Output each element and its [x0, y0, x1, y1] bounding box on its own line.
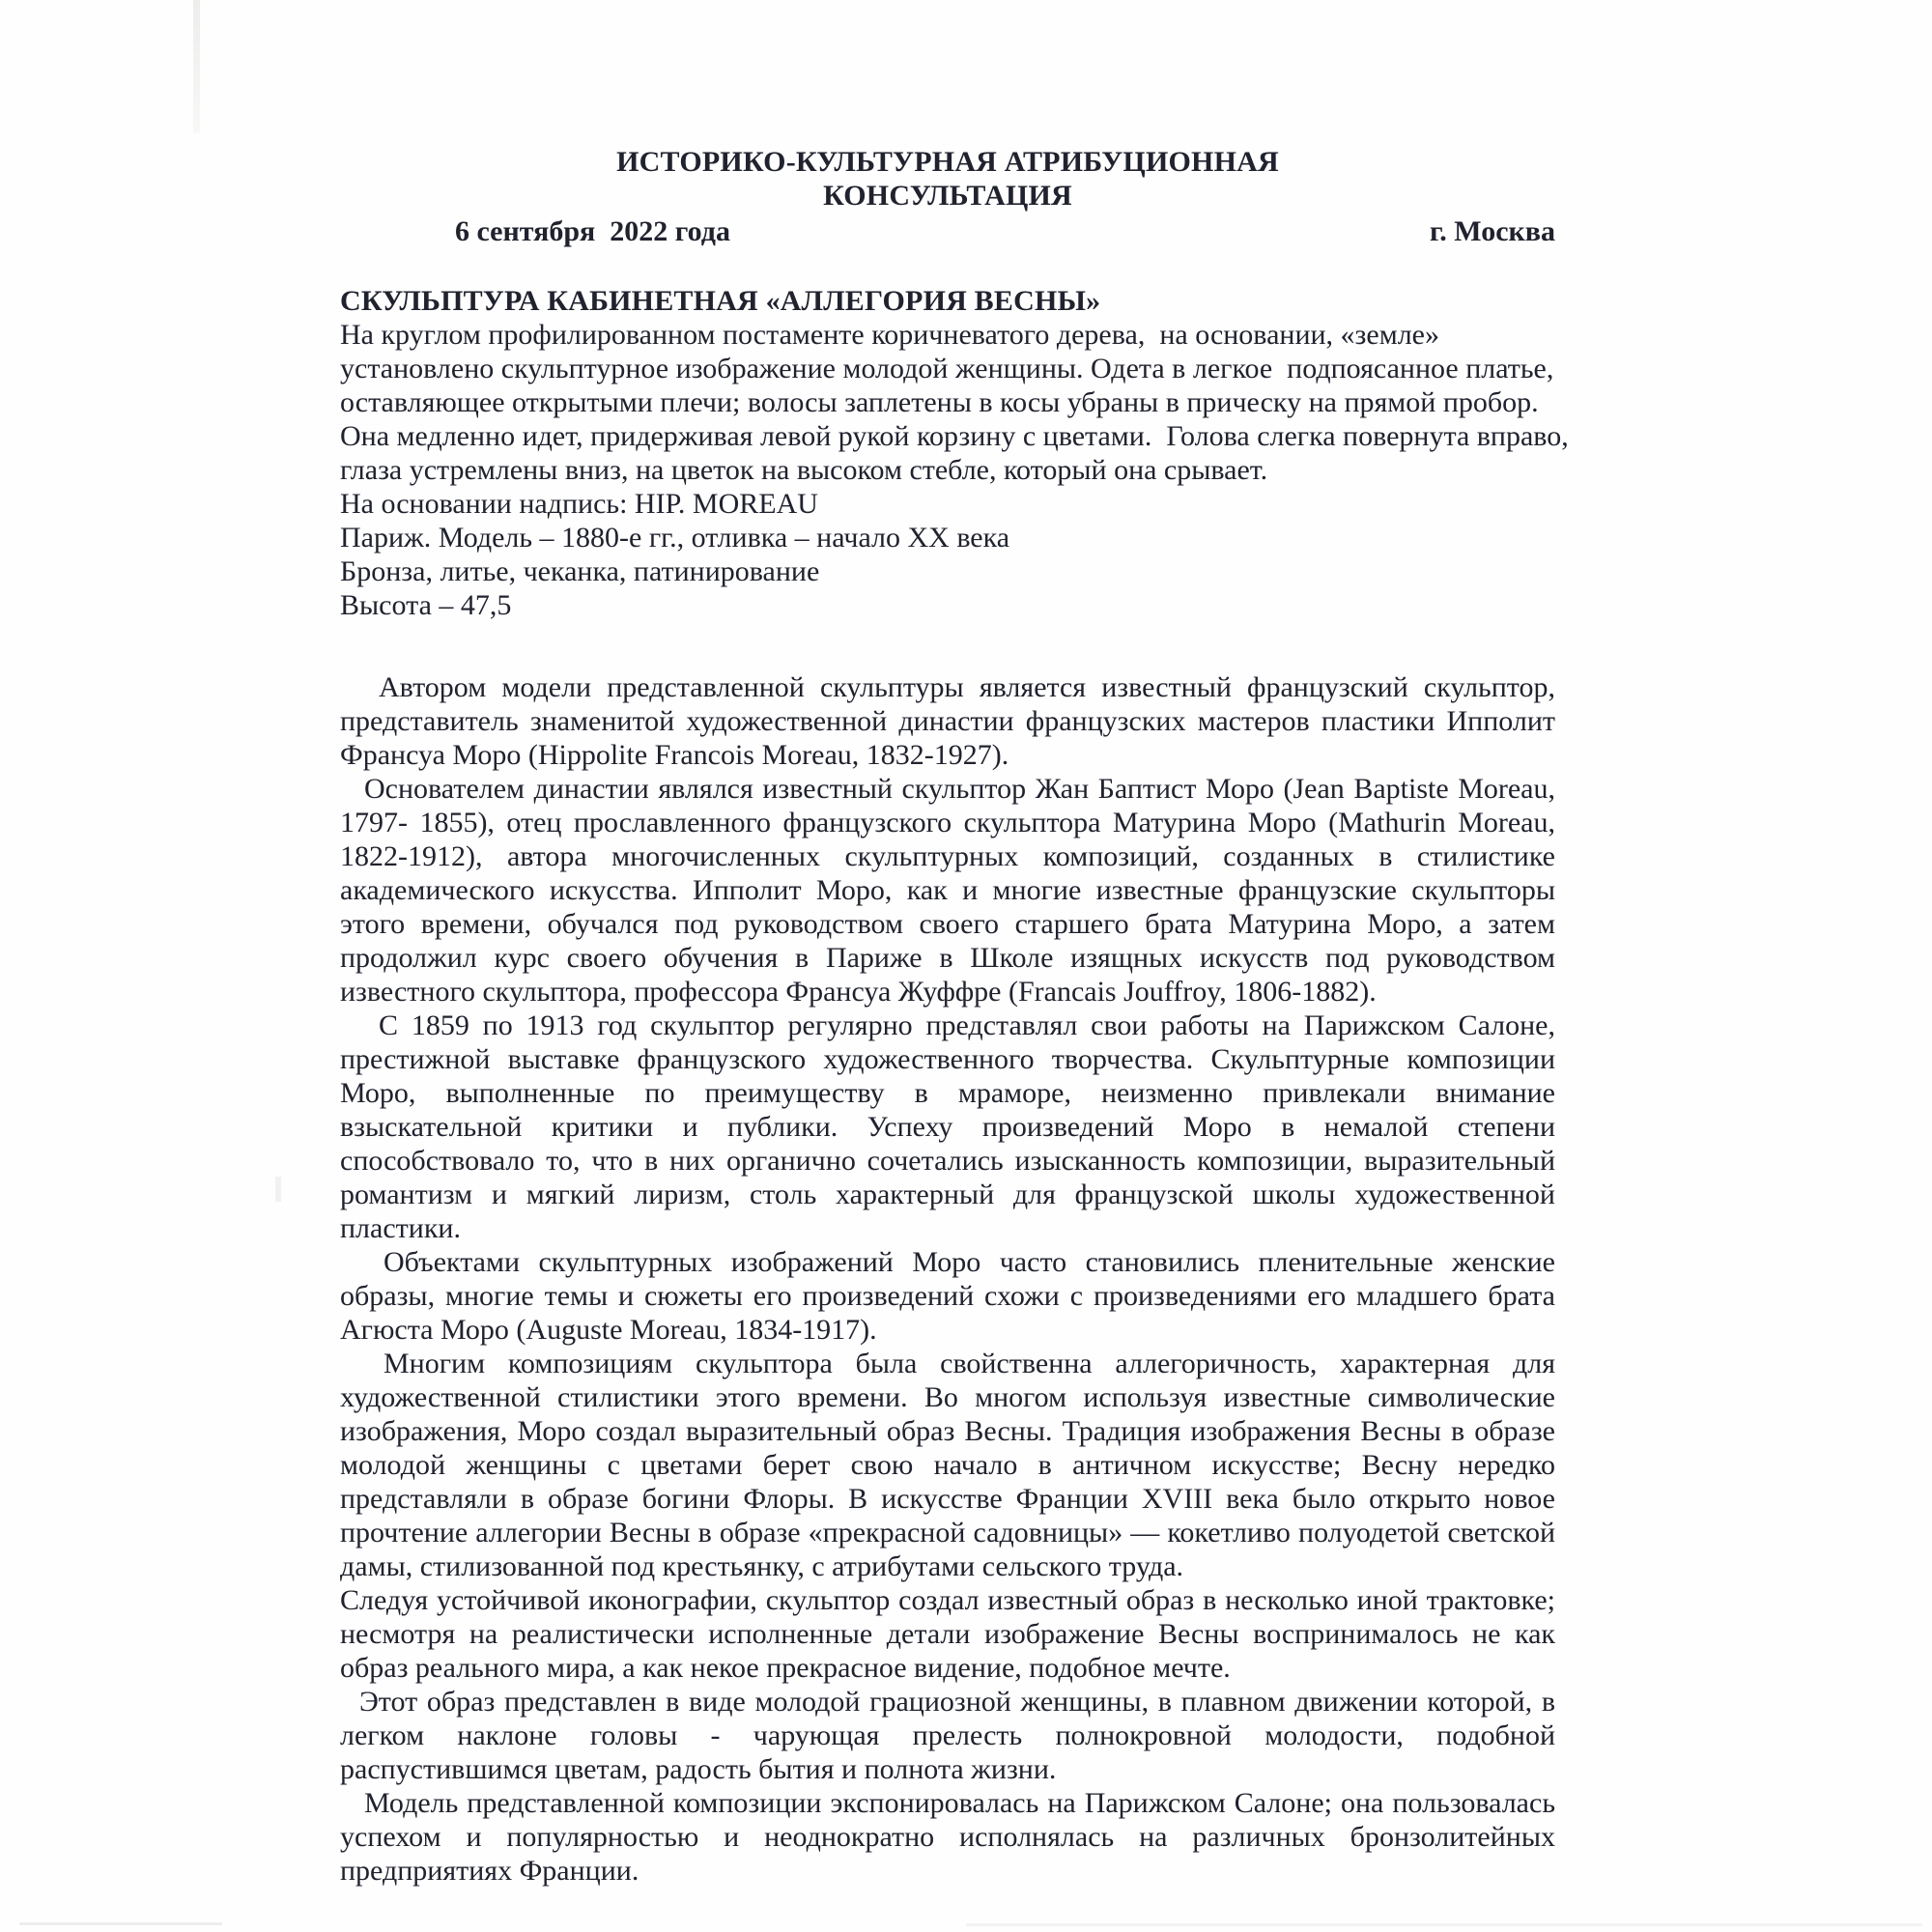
document-body: [340, 670, 1555, 1888]
body-paragraph: Многим композициям скульптора была свойственна аллегоричность, характерная для художественной стилистики этого времени. Во многом используя известные символические изображения, Моро создал выразительный образ Весны. Традиция изображения Весны в образе молодой женщины с цветами берет свою начало в античном искусстве; Весну нередко представляли в образе богини Флоры. В искусстве Франции XVIII века было открыто новое прочтение аллегории Весны в образе «прекрасной садовницы» — кокетливо полуодетой светской дамы, стилизованной под крестьянку, с атрибутами сельского труда.: [340, 1348, 1555, 1582]
object-description: [340, 318, 1569, 622]
body-paragraph: Автором модели представленной скульптуры является известный французский скульптор, представитель знаменитой художественной династии французских мастеров пластики Ипполит Франсуа Моро (Hippolite Francois Moreau, 1832-1927).: [340, 671, 1555, 771]
date-place-row: [340, 214, 1555, 248]
body-paragraph: Объектами скульптурных изображений Моро часто становились пленительные женские образы, многие темы и сюжеты его произведений схожи с произведениями его младшего брата Агюста Моро (Auguste Moreau, 1834-1917).: [340, 1246, 1555, 1346]
scan-edge-artifact: [193, 0, 200, 133]
description-line: На круглом профилированном постаменте коричневатого дерева, на основании, «земле»: [340, 319, 1439, 351]
scan-edge-artifact: [19, 1922, 222, 1925]
scan-edge-artifact: [966, 1923, 1922, 1926]
document-title: [340, 145, 1555, 213]
description-line-signature: На основании надпись: HIP. MOREAU: [340, 488, 818, 520]
description-line: глаза устремлены вниз, на цветок на высоком стебле, который она срывает.: [340, 454, 1268, 486]
document-date: 6 сентября 2022 года: [455, 215, 730, 247]
document-title-line2: КОНСУЛЬТАЦИЯ: [823, 180, 1072, 212]
document-place: г. Москва: [1430, 215, 1555, 247]
body-paragraph: Следуя устойчивой иконографии, скульптор создал известный образ в несколько иной трактовке; несмотря на реалистически исполненные детали изображение Весны воспринималось не как образ реального мира, а как некое прекрасное видение, подобное мечте.: [340, 1584, 1555, 1684]
body-paragraph: Основателем династии являлся известный скульптор Жан Баптист Моро (Jean Baptiste Moreau, 1797- 1855), отец прославленного французского скульптора Матурина Моро (Mathurin Moreau, 1822-1912), автора многочисленных скульптурных композиций, созданных в стилистике академического искусства. Ипполит Моро, как и многие известные французские скульпторы этого времени, обучался под руководством своего старшего брата Матурина Моро, а затем продолжил курс своего обучения в Париже в Школе изящных искусств под руководством известного скульптора, профессора Франсуа Жуффре (Francais Jouffroy, 1806-1882).: [340, 773, 1555, 1008]
description-line-height: Высота – 47,5: [340, 589, 512, 621]
scan-speck-artifact: [275, 1177, 281, 1202]
description-line: установлено скульптурное изображение молодой женщины. Одета в легкое подпоясанное платье,: [340, 353, 1554, 384]
body-paragraph: С 1859 по 1913 год скульптор регулярно представлял свои работы на Парижском Салоне, престижной выставке французского художественного творчества. Скульптурные композиции Моро, выполненные по преимуществу в мраморе, неизменно привлекали внимание взыскательной критики и публики. Успеху произведений Моро в немалой степени способствовало то, что в них органично сочетались изысканность композиции, выразительный романтизм и мягкий лиризм, столь характерный для французской школы художественной пластики.: [340, 1009, 1555, 1244]
body-paragraph: Этот образ представлен в виде молодой грациозной женщины, в плавном движении которой, в легком наклоне головы - чарующая прелесть полнокровной молодости, подобной распустившимся цветам, радость бытия и полнота жизни.: [340, 1686, 1555, 1785]
description-line: Она медленно идет, придерживая левой рукой корзину с цветами. Голова слегка повернута вправо,: [340, 420, 1569, 452]
description-line: оставляющее открытыми плечи; волосы заплетены в косы убраны в прическу на прямой пробор.: [340, 386, 1539, 418]
description-line-material: Бронза, литье, чеканка, патинирование: [340, 555, 820, 587]
body-paragraph: Модель представленной композиции экспонировалась на Парижском Салоне; она пользовалась успехом и популярностью и неоднократно исполнялась на различных бронзолитейных предприятиях Франции.: [340, 1787, 1555, 1887]
object-heading: СКУЛЬПТУРА КАБИНЕТНАЯ «АЛЛЕГОРИЯ ВЕСНЫ»: [340, 285, 1101, 317]
document-content: [340, 0, 1569, 1888]
document-title-line1: ИСТОРИКО-КУЛЬТУРНАЯ АТРИБУЦИОННАЯ: [616, 146, 1279, 178]
description-line-model-date: Париж. Модель – 1880-е гг., отливка – начало ХХ века: [340, 522, 1010, 554]
